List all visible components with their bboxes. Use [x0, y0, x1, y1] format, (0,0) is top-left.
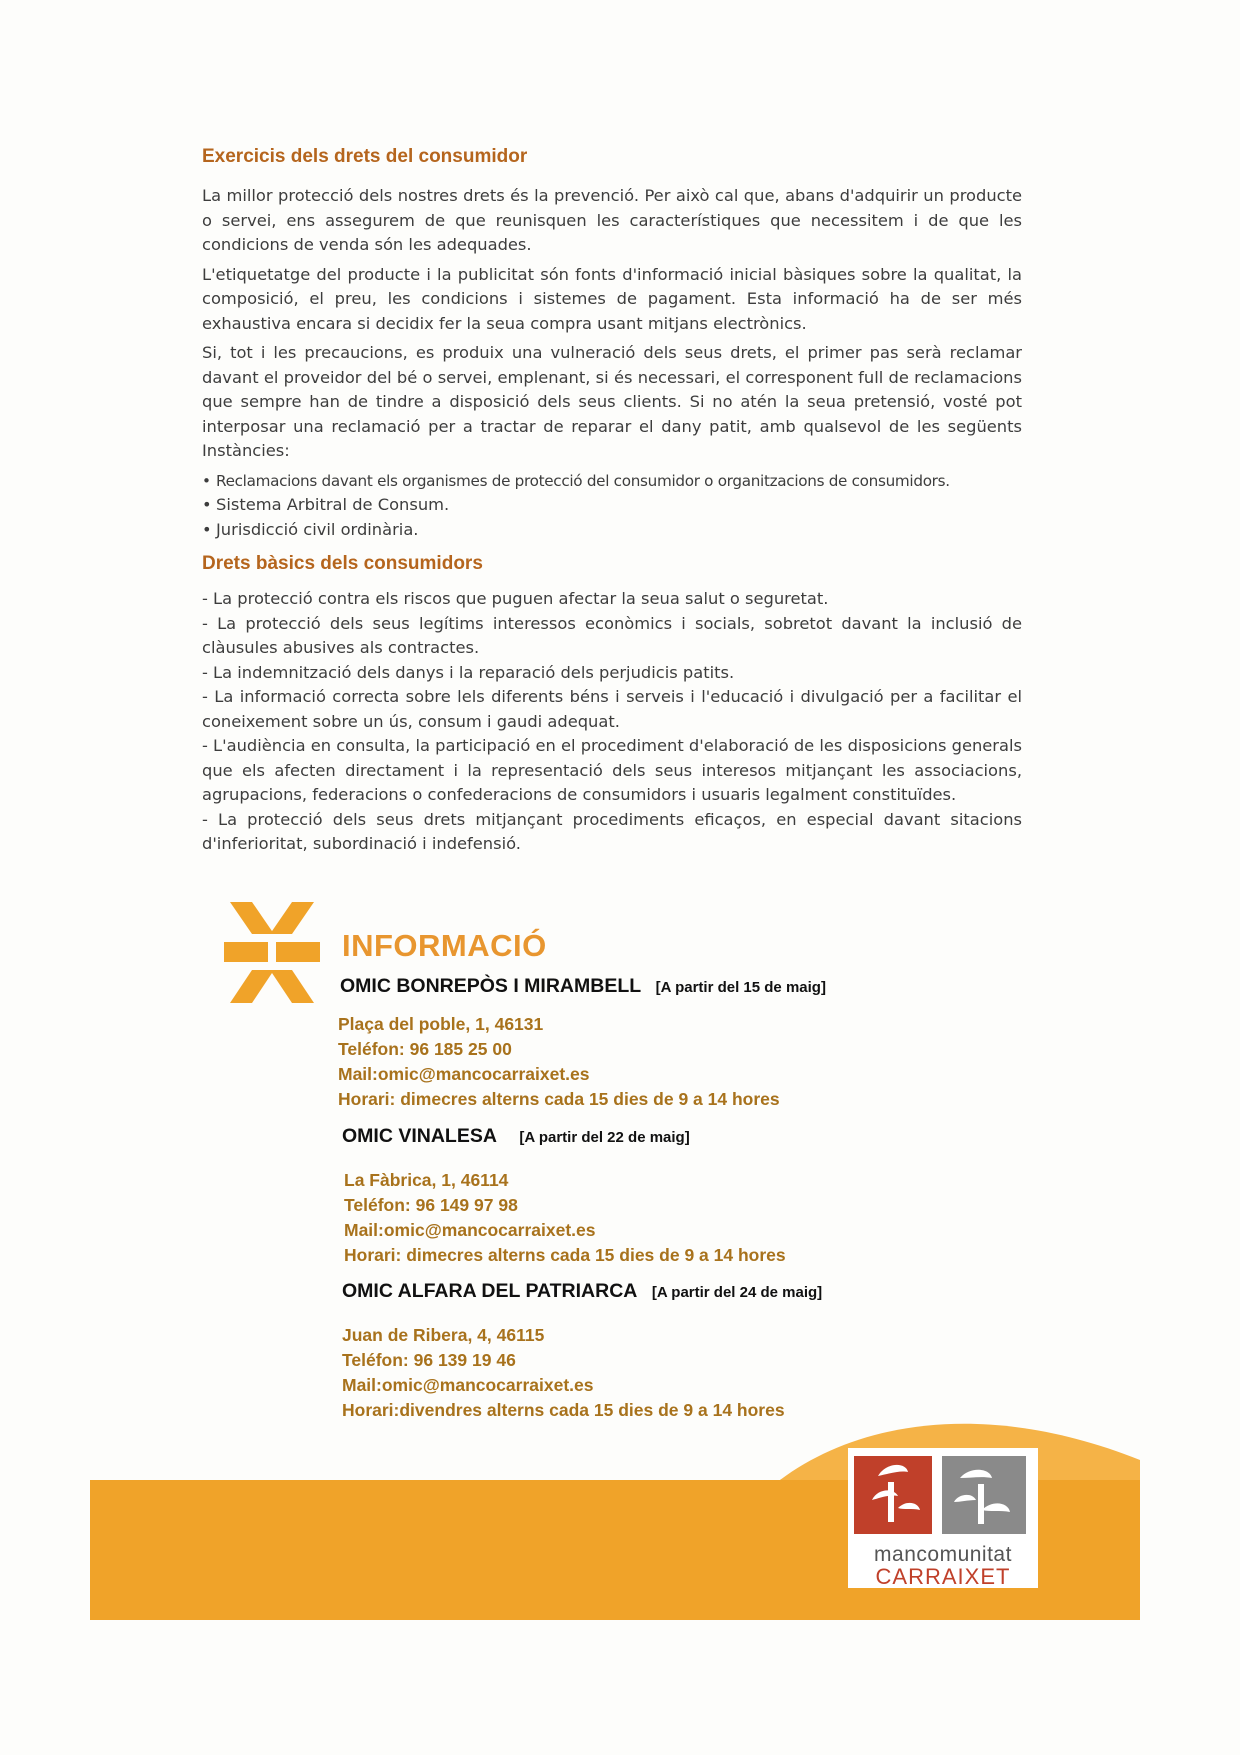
- list-item: - La protecció contra els riscos que puguen afectar la seua salut o seguretat.: [202, 589, 829, 608]
- section-exercicis-body: [202, 184, 1022, 542]
- section-drets-basics-body: [202, 587, 1022, 857]
- list-item: - La informació correcta sobre lels diferents béns i serveis i l'educació i divulgació per a facilitar el coneixement sobre un ús, consum i gaudi adequat.: [202, 687, 1022, 731]
- logo-text-carraixet: CARRAIXET: [875, 1564, 1011, 1589]
- office-details: [338, 1012, 826, 1112]
- office-phone: Teléfon: 96 185 25 00: [338, 1039, 512, 1059]
- consumer-arrows-icon: [222, 900, 322, 1005]
- office-name: OMIC BONREPÒS I MIRAMBELL: [340, 975, 642, 997]
- office-vinalesa: [342, 1125, 786, 1268]
- info-heading: INFORMACIÓ: [342, 928, 547, 963]
- office-name: OMIC VINALESA: [342, 1125, 497, 1147]
- list-item: - La indemnització dels danys i la reparació dels perjudicis patits.: [202, 662, 735, 682]
- paragraph: Si, tot i les precaucions, es produix una vulneració dels seus drets, el primer pas serà reclamar davant el proveidor del bé o servei, emplenant, si és necessari, el corresponent full de reclamacions que sempre han de tindre a disposició dels seus clients. Si no atén la seua pretensió, vosté pot interposar una reclamació per a tractar de reparar el dany patit, amb qualsevol de les següents Instàncies:: [202, 343, 1022, 460]
- office-address: Juan de Ribera, 4, 46115: [342, 1325, 545, 1345]
- list-item: • Reclamacions davant els organismes de protecció del consumidor o organitzacions de consumidors.: [202, 469, 1022, 494]
- office-name: OMIC ALFARA DEL PATRIARCA: [342, 1280, 638, 1302]
- office-mail: Mail:omic@mancocarraixet.es: [344, 1220, 596, 1240]
- section-title-drets-basics: Drets bàsics dels consumidors: [202, 553, 483, 574]
- office-hours: Horari:divendres alterns cada 15 dies de 9 a 14 hores: [342, 1400, 785, 1420]
- list-item: - La protecció dels seus drets mitjançant procediments eficaços, en especial davant sitacions d'inferioritat, subordinació i indefensió.: [202, 809, 1022, 853]
- list-item: • Sistema Arbitral de Consum.: [202, 493, 1022, 518]
- office-phone: Teléfon: 96 139 19 46: [342, 1350, 516, 1370]
- office-start-date: [A partir del 15 de maig]: [655, 979, 826, 996]
- instances-list: [202, 469, 1022, 543]
- list-item: - L'audiència en consulta, la participació en el procediment d'elaboració de les disposicions generals que els afecten directament i la representació dels seus interesos mitjançant les associacions, agrupacions, federacions o confederacions de consumidors i usuaris legalment constituïdes.: [202, 736, 1022, 804]
- office-details: [344, 1168, 786, 1268]
- mancomunitat-carraixet-logo: [848, 1448, 1038, 1588]
- logo-text-mancomunitat: mancomunitat: [874, 1543, 1012, 1566]
- list-item: • Jurisdicció civil ordinària.: [202, 518, 1022, 543]
- office-bonrepos: [340, 975, 826, 1112]
- office-phone: Teléfon: 96 149 97 98: [344, 1195, 518, 1215]
- office-mail: Mail:omic@mancocarraixet.es: [342, 1375, 594, 1395]
- office-start-date: [A partir del 22 de maig]: [519, 1129, 690, 1146]
- office-hours: Horari: dimecres alterns cada 15 dies de 9 a 14 hores: [338, 1089, 780, 1109]
- paragraph: L'etiquetatge del producte i la publicitat són fonts d'informació inicial bàsiques sobre la qualitat, la composició, el preu, les condicions i sistemes de pagament. Esta informació ha de ser més exhaustiva encara si decidix fer la seua compra usant mitjans electrònics.: [202, 264, 1022, 333]
- office-hours: Horari: dimecres alterns cada 15 dies de 9 a 14 hores: [344, 1245, 786, 1265]
- paragraph: La millor protecció dels nostres drets és la prevenció. Per això cal que, abans d'adquirir un producte o servei, ens assegurem de que reunisquen les característiques que necessitem i de que les condicions de venda són les adequades.: [202, 186, 1022, 254]
- office-address: La Fàbrica, 1, 46114: [344, 1170, 509, 1190]
- office-address: Plaça del poble, 1, 46131: [338, 1014, 544, 1034]
- carraixet-logo-mark-icon: [848, 1448, 1038, 1543]
- office-start-date: [A partir del 24 de maig]: [651, 1284, 823, 1301]
- office-mail: Mail:omic@mancocarraixet.es: [338, 1064, 590, 1084]
- section-title-exercicis: Exercicis dels drets del consumidor: [202, 146, 528, 167]
- list-item: - La protecció dels seus legítims interessos econòmics i socials, sobretot davant la inclusió de clàusules abusives als contractes.: [202, 613, 1022, 657]
